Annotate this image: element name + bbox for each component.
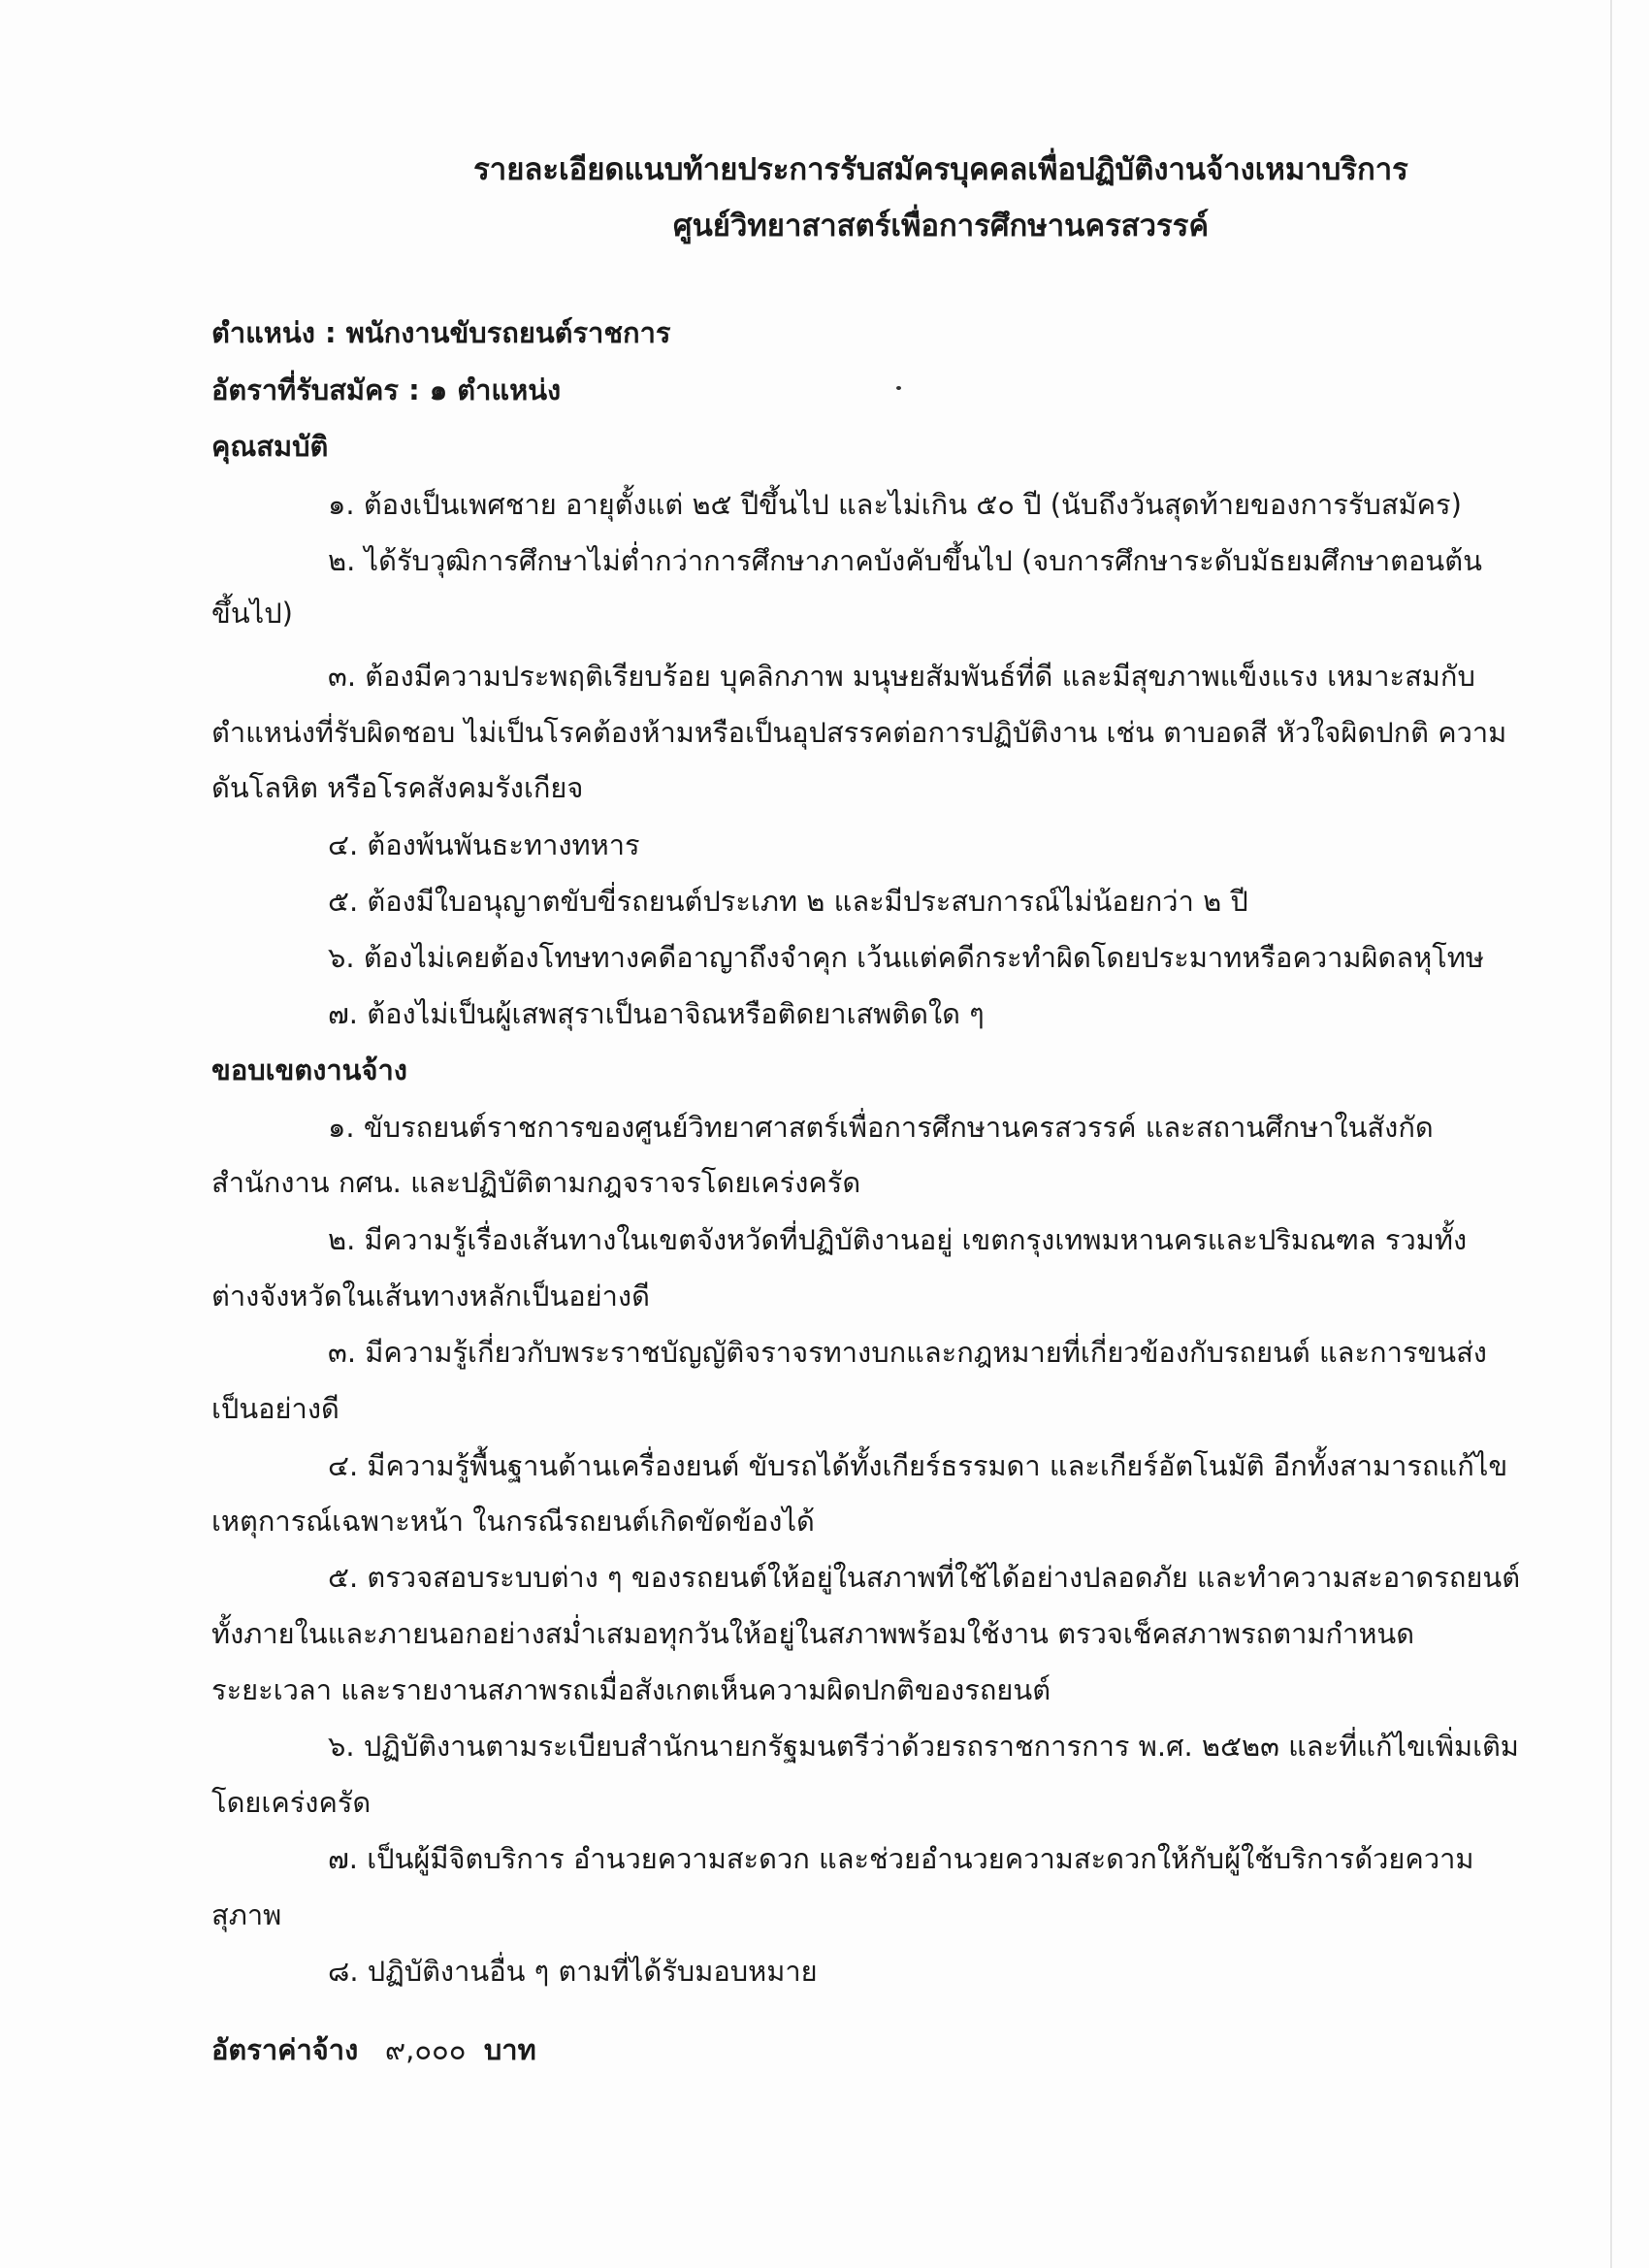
openings: อัตราที่รับสมัคร : ๑ ตำแหน่ง bbox=[211, 373, 562, 406]
scope-line: ๓. มีความรู้เกี่ยวกับพระราชบัญญัติจราจรทางบกและกฎหมายที่เกี่ยวข้องกับรถยนต์ และการขนส่ง bbox=[328, 1336, 1487, 1369]
qualifications-heading: คุณสมบัติ bbox=[211, 430, 329, 463]
scope-line: ๕. ตรวจสอบระบบต่าง ๆ ของรถยนต์ให้อยู่ในสภาพที่ใช้ได้อย่างปลอดภัย และทำความสะอาดรถยนต์ bbox=[328, 1561, 1521, 1594]
scope-line: เป็นอย่างดี bbox=[211, 1392, 340, 1425]
qualification-line: ๕. ต้องมีใบอนุญาตขับขี่รถยนต์ประเภท ๒ และมีประสบการณ์ไม่น้อยกว่า ๒ ปี bbox=[328, 885, 1248, 918]
scope-line: ๖. ปฏิบัติงานตามระเบียบสำนักนายกรัฐมนตรีว่าด้วยรถราชการการ พ.ศ. ๒๕๒๓ และที่แก้ไขเพิ่มเติม bbox=[328, 1730, 1519, 1763]
qualification-line: ๖. ต้องไม่เคยต้องโทษทางคดีอาญาถึงจำคุก เว้นแต่คดีกระทำผิดโดยประมาทหรือความผิดลหุโทษ bbox=[328, 941, 1485, 974]
scope-line: ๒. มีความรู้เรื่องเส้นทางในเขตจังหวัดที่ปฏิบัติงานอยู่ เขตกรุงเทพมหานครและปริมณฑล รวมทั้ง bbox=[328, 1223, 1468, 1256]
scope-line: เหตุการณ์เฉพาะหน้า ในกรณีรถยนต์เกิดขัดข้องได้ bbox=[211, 1505, 815, 1538]
qualification-line: ขึ้นไป) bbox=[211, 597, 293, 630]
qualification-line: ๑. ต้องเป็นเพศชาย อายุตั้งแต่ ๒๕ ปีขึ้นไป และไม่เกิน ๕๐ ปี (นับถึงวันสุดท้ายของการรับสมัคร) bbox=[328, 488, 1462, 521]
qualification-line: ๒. ได้รับวุฒิการศึกษาไม่ต่ำกว่าการศึกษาภาคบังคับขึ้นไป (จบการศึกษาระดับมัธยมศึกษาตอนต้น bbox=[328, 544, 1482, 577]
title-line-1: รายละเอียดแนบท้ายประการรับสมัครบุคคลเพื่อปฏิบัติงานจ้างเหมาบริการ bbox=[473, 152, 1408, 187]
scope-line: ระยะเวลา และรายงานสภาพรถเมื่อสังเกตเห็นความผิดปกติของรถยนต์ bbox=[211, 1673, 1051, 1706]
scope-heading: ขอบเขตงานจ้าง bbox=[211, 1053, 407, 1086]
scope-line: ๗. เป็นผู้มีจิตบริการ อำนวยความสะดวก และช่วยอำนวยความสะดวกให้กับผู้ใช้บริการด้วยความ bbox=[328, 1842, 1474, 1875]
scope-line: โดยเคร่งครัด bbox=[211, 1786, 372, 1819]
page-edge bbox=[1610, 0, 1612, 2268]
scope-line: ๔. มีความรู้พื้นฐานด้านเครื่องยนต์ ขับรถได้ทั้งเกียร์ธรรมดา และเกียร์อัตโนมัติ อีกทั้งสามารถแก้ไข bbox=[328, 1449, 1508, 1482]
wage-label: อัตราค่าจ้าง bbox=[211, 2033, 359, 2066]
qualification-line: ตำแหน่งที่รับผิดชอบ ไม่เป็นโรคต้องห้ามหรือเป็นอุปสรรคต่อการปฏิบัติงาน เช่น ตาบอดสี หัวใจผิดปกติ ความ bbox=[211, 716, 1507, 749]
qualification-line: ๓. ต้องมีความประพฤติเรียบร้อย บุคลิกภาพ มนุษยสัมพันธ์ที่ดี และมีสุขภาพแข็งแรง เหมาะสมกับ bbox=[328, 660, 1475, 693]
scope-line: ๘. ปฏิบัติงานอื่น ๆ ตามที่ได้รับมอบหมาย bbox=[328, 1955, 818, 1988]
scan-speck bbox=[896, 386, 901, 390]
qualification-line: ๗. ต้องไม่เป็นผู้เสพสุราเป็นอาจิณหรือติดยาเสพติดใด ๆ bbox=[328, 997, 985, 1030]
scope-line: ต่างจังหวัดในเส้นทางหลักเป็นอย่างดี bbox=[211, 1280, 650, 1312]
qualification-line: ดันโลหิต หรือโรคสังคมรังเกียจ bbox=[211, 771, 584, 804]
scope-line: ๑. ขับรถยนต์ราชการของศูนย์วิทยาศาสตร์เพื่อการศึกษานครสวรรค์ และสถานศึกษาในสังกัด bbox=[328, 1111, 1434, 1144]
title-line-2: ศูนย์วิทยาสาสตร์เพื่อการศึกษานครสวรรค์ bbox=[672, 209, 1210, 243]
scope-line: สุภาพ bbox=[211, 1898, 282, 1931]
wage-unit: บาท bbox=[483, 2033, 536, 2066]
wage-amount: ๙,๐๐๐ bbox=[384, 2033, 467, 2066]
scope-line: สำนักงาน กศน. และปฏิบัติตามกฎจราจรโดยเคร่งครัด bbox=[211, 1166, 861, 1199]
scope-line: ทั้งภายในและภายนอกอย่างสม่ำเสมอทุกวันให้อยู่ในสภาพพร้อมใช้งาน ตรวจเช็คสภาพรถตามกำหนด bbox=[211, 1617, 1415, 1650]
position-title: ตำแหน่ง : พนักงานขับรถยนต์ราชการ bbox=[211, 316, 671, 349]
wage-line bbox=[211, 2030, 536, 2069]
qualification-line: ๔. ต้องพ้นพันธะทางทหาร bbox=[328, 828, 640, 861]
